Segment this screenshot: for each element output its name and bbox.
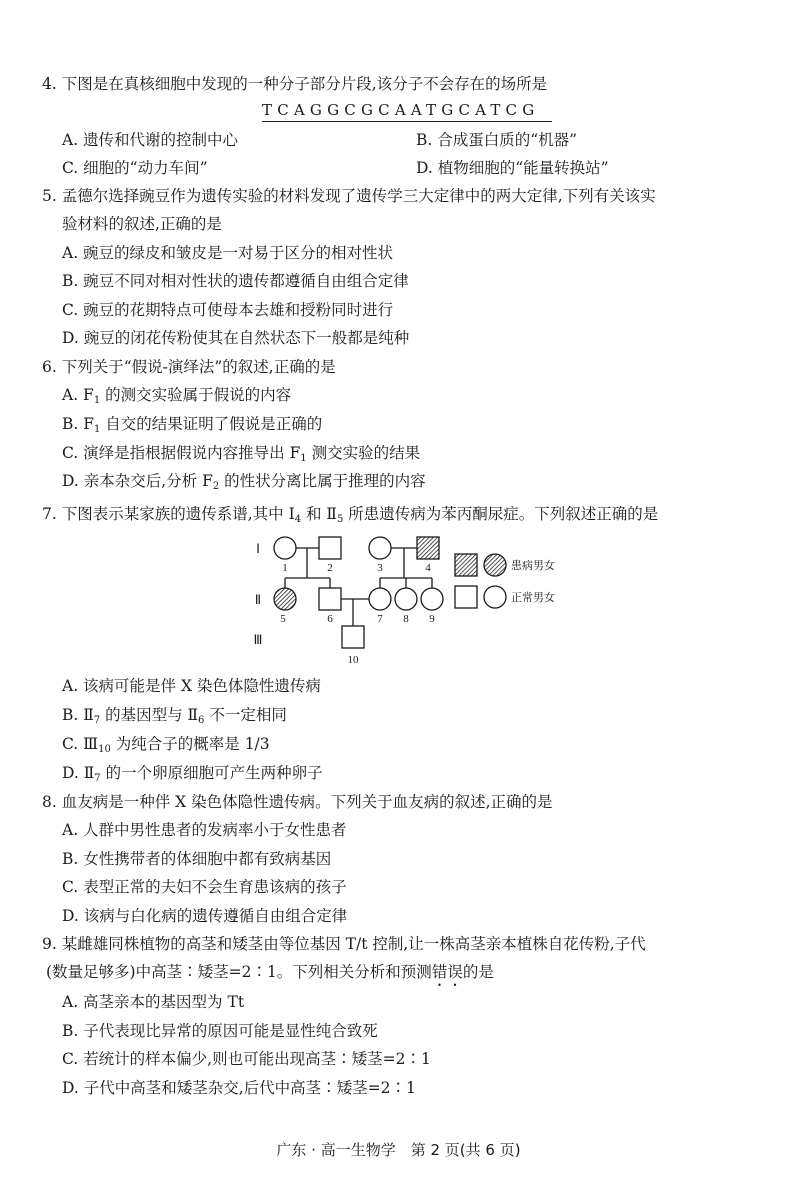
- number-7: 7: [377, 613, 383, 625]
- person-10-normal-male: [342, 626, 364, 648]
- number-8: 8: [403, 613, 409, 625]
- q6-stem: 6. 下列关于“假说-演绎法”的叙述,正确的是: [42, 358, 336, 376]
- q6-option-c: C. 演绎是指根据假说内容推导出 $F_1$ 测交实验的结果: [62, 444, 421, 464]
- q6-option-b: B. $F_1$ 自交的结果证明了假说是正确的: [62, 415, 323, 435]
- q5-option-d: D. 豌豆的闭花传粉使其在自然状态下一般都是纯种: [62, 329, 410, 347]
- q6-option-d: D. 亲本杂交后,分析 $F_2$ 的性状分离比属于推理的内容: [62, 472, 426, 492]
- number-6: 6: [327, 613, 333, 625]
- person-7-normal-female: [369, 588, 391, 610]
- q4-stem: 4. 下图是在真核细胞中发现的一种分子部分片段,该分子不会存在的场所是: [42, 75, 548, 93]
- number-5: 5: [280, 613, 286, 625]
- emphasis-wrong: 错误: [431, 963, 463, 981]
- q4-option-c: C. 细胞的“动力车间”: [62, 159, 208, 177]
- person-2-normal-male: [319, 537, 341, 559]
- q9-stem-line2: (数量足够多)中高茎∶矮茎=2∶1。下列相关分析和预测错误的是: [46, 963, 494, 981]
- person-8-normal-female: [395, 588, 417, 610]
- person-9-normal-female: [421, 588, 443, 610]
- number-4: 4: [425, 562, 431, 574]
- generation-label-2: Ⅱ: [254, 592, 262, 607]
- generation-label-1: Ⅰ: [256, 541, 260, 556]
- q8-option-b: B. 女性携带者的体细胞中都有致病基因: [62, 850, 332, 868]
- person-4-affected-male: [417, 537, 439, 559]
- person-3-normal-female: [369, 537, 391, 559]
- q8-stem: 8. 血友病是一种伴 X 染色体隐性遗传病。下列关于血友病的叙述,正确的是: [42, 793, 553, 811]
- q8-option-c: C. 表型正常的夫妇不会生育患该病的孩子: [62, 878, 347, 896]
- legend-affected-label: 患病男女: [511, 560, 555, 572]
- q8-option-d: D. 该病与白化病的遗传遵循自由组合定律: [62, 907, 348, 925]
- q7-stem: 7. 下图表示某家族的遗传系谱,其中 $Ⅰ_4$ 和 $Ⅱ_5$ 所患遗传病为苯丙酮尿症。下列叙述正确的是: [42, 505, 659, 525]
- q7-option-b: B. $Ⅱ_7$ 的基因型与 $Ⅱ_6$ 不一定相同: [62, 706, 287, 726]
- number-10: 10: [347, 654, 359, 666]
- q5-option-a: A. 豌豆的绿皮和皱皮是一对易于区分的相对性状: [62, 244, 394, 262]
- q9-stem-line1: 9. 某雌雄同株植物的高茎和矮茎由等位基因 T/t 控制,让一株高茎亲本植株自花传粉,子代: [42, 935, 646, 953]
- number-2: 2: [327, 562, 333, 574]
- q5-option-b: B. 豌豆不同对相对性状的遗传都遵循自由组合定律: [62, 272, 409, 290]
- pedigree-chart: [245, 530, 585, 668]
- legend-normal-male: [455, 586, 477, 608]
- q9-option-c: C. 若统计的样本偏少,则也可能出现高茎∶矮茎=2∶1: [62, 1050, 431, 1068]
- q7-option-d: D. $Ⅱ_7$ 的一个卵原细胞可产生两种卵子: [62, 764, 323, 784]
- q7-option-a: A. 该病可能是伴 X 染色体隐性遗传病: [62, 677, 321, 695]
- q4-option-d: D. 植物细胞的“能量转换站”: [416, 159, 609, 177]
- person-6-normal-male: [319, 588, 341, 610]
- page-footer: 广东 · 高一生物学 第 2 页(共 6 页): [276, 1141, 521, 1159]
- q8-option-a: A. 人群中男性患者的发病率小于女性患者: [62, 821, 347, 839]
- q9-option-d: D. 子代中高茎和矮茎杂交,后代中高茎∶矮茎=2∶1: [62, 1079, 416, 1097]
- q9-option-a: A. 高茎亲本的基因型为 Tt: [62, 993, 245, 1011]
- q5-stem-line2: 验材料的叙述,正确的是: [62, 215, 222, 233]
- number-9: 9: [429, 613, 435, 625]
- generation-label-3: Ⅲ: [253, 632, 263, 647]
- q5-stem-line1: 5. 孟德尔选择豌豆作为遗传实验的材料发现了遗传学三大定律中的两大定律,下列有关该实: [42, 187, 656, 205]
- q5-option-c: C. 豌豆的花期特点可使母本去雄和授粉同时进行: [62, 301, 394, 319]
- dna-sequence: TCAGGCGCAATGCATCG: [262, 100, 552, 122]
- q9-option-b: B. 子代表现比异常的原因可能是显性纯合致死: [62, 1022, 378, 1040]
- q4-option-b: B. 合成蛋白质的“机器”: [416, 131, 578, 149]
- legend-affected-female: [484, 554, 506, 576]
- q6-option-a: A. $F_1$ 的测交实验属于假说的内容: [62, 386, 292, 406]
- legend-normal-label: 正常男女: [511, 592, 555, 604]
- number-1: 1: [282, 562, 288, 574]
- legend-normal-female: [484, 586, 506, 608]
- q4-option-a: A. 遗传和代谢的控制中心: [62, 131, 239, 149]
- q7-option-c: C. $Ⅲ_{10}$ 为纯合子的概率是 1/3: [62, 735, 270, 755]
- person-5-affected-female: [274, 588, 296, 610]
- number-3: 3: [377, 562, 383, 574]
- person-1-normal-female: [274, 537, 296, 559]
- legend-affected-male: [455, 554, 477, 576]
